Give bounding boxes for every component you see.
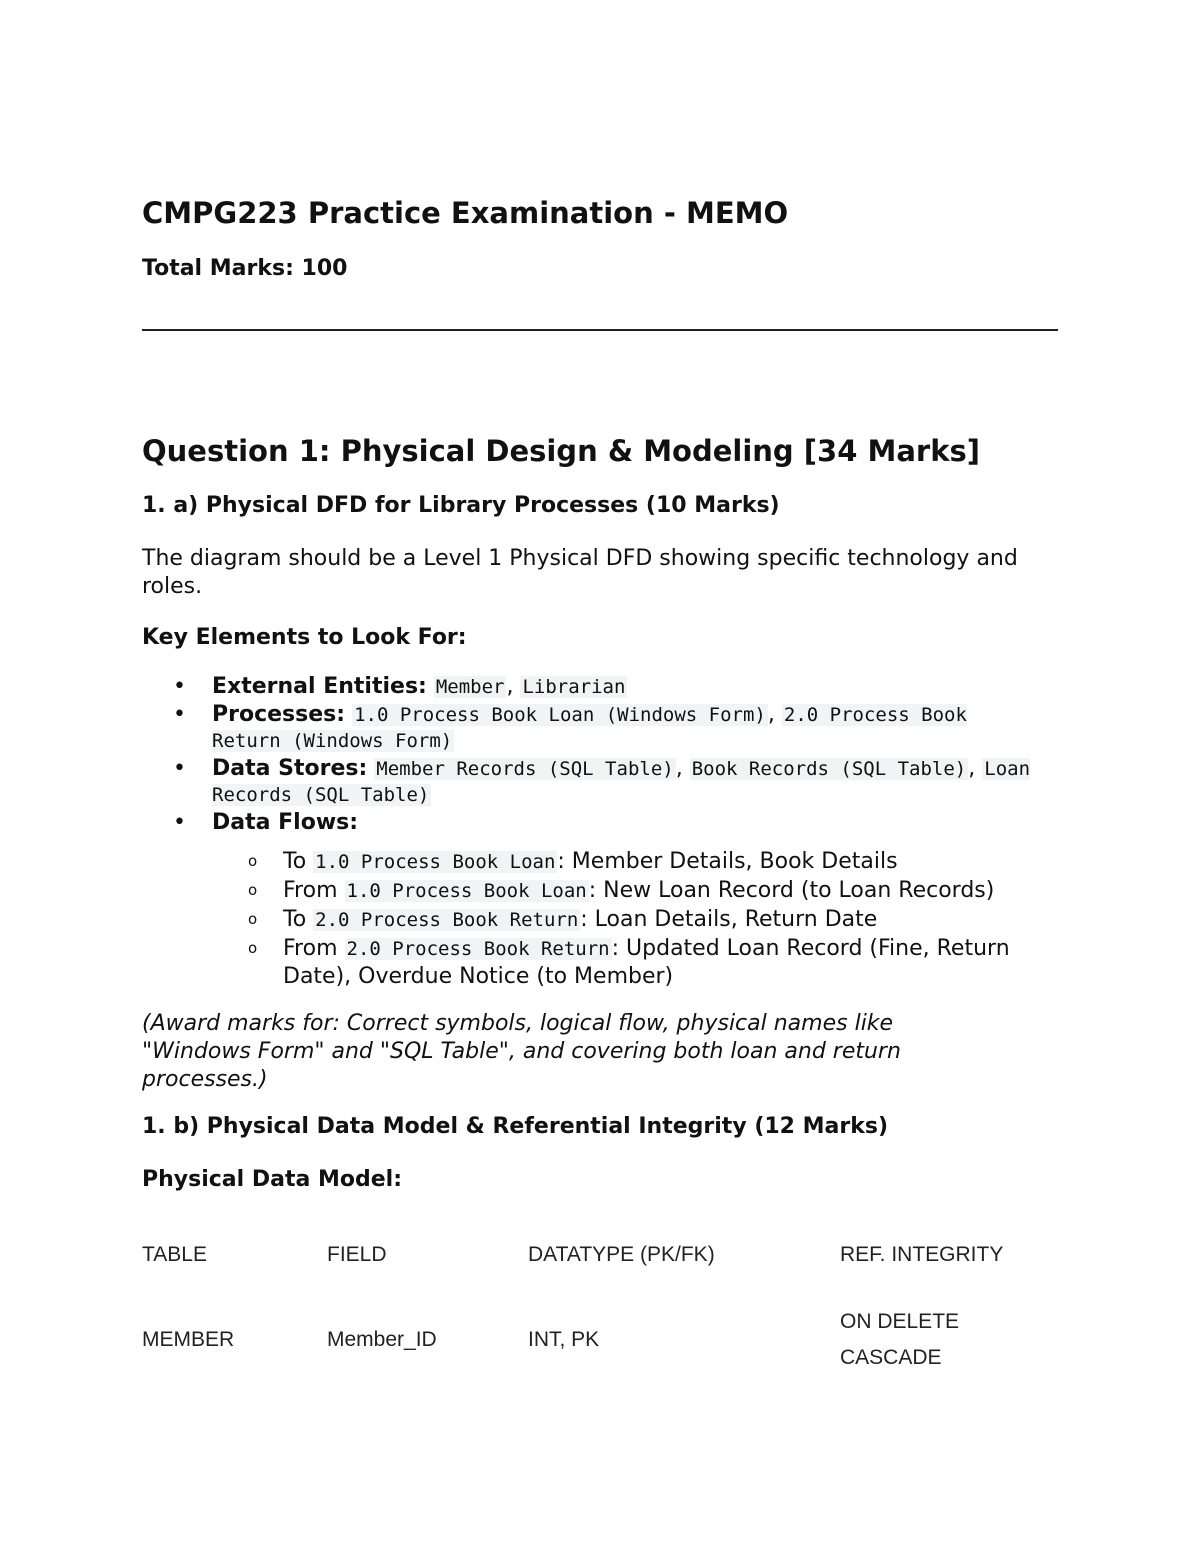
key-elements-heading: Key Elements to Look For: <box>142 625 467 650</box>
data-stores-label: Data Stores: <box>212 756 368 781</box>
processes-label: Processes: <box>212 702 346 727</box>
circle-bullet-icon: o <box>248 910 258 928</box>
circle-bullet-icon: o <box>248 881 258 899</box>
flow-process: 1.0 Process Book Loan <box>315 851 556 873</box>
flow-prefix: To <box>283 849 307 874</box>
question-1-heading: Question 1: Physical Design & Modeling [34 Marks] <box>142 434 981 468</box>
bullet-icon: • <box>173 674 186 699</box>
flow-detail: : New Loan Record (to Loan Records) <box>588 878 995 903</box>
table-cell-table: MEMBER <box>142 1328 235 1351</box>
flow-process: 2.0 Process Book Return <box>315 909 579 931</box>
process-2: 2.0 Process Book Return (Windows Form) <box>212 704 967 752</box>
external-entities-label: External Entities: <box>212 674 427 699</box>
table-header-datatype: DATATYPE (PK/FK) <box>528 1243 715 1266</box>
table-cell-datatype: INT, PK <box>528 1328 600 1351</box>
flow-prefix: To <box>283 907 307 932</box>
store-book-records: Book Records (SQL Table) <box>691 758 967 780</box>
bullet-icon: • <box>173 810 186 835</box>
flow-detail: : Updated Loan Record (Fine, Return Date), Overdue Notice (to Member) <box>283 936 1010 989</box>
data-flows-label: Data Flows: <box>212 810 359 835</box>
table-header-field: FIELD <box>327 1243 387 1266</box>
part-a-heading: 1. a) Physical DFD for Library Processes (10 Marks) <box>142 493 780 518</box>
list-item-data-flows <box>142 810 1042 836</box>
process-1: 1.0 Process Book Loan (Windows Form) <box>354 704 766 726</box>
data-flow-item <box>142 935 1062 990</box>
award-note: (Award marks for: Correct symbols, logical flow, physical names like "Windows Form" and "SQL Table", and covering both loan and return processes.) <box>142 1011 901 1092</box>
table-header-ref-integrity: REF. INTEGRITY <box>840 1243 1004 1266</box>
total-marks: Total Marks: 100 <box>142 256 348 281</box>
flow-detail: : Loan Details, Return Date <box>580 907 878 932</box>
data-flows-list <box>142 848 1062 991</box>
store-loan-records: Loan Records (SQL Table) <box>212 758 1031 806</box>
data-flow-item <box>142 877 1062 905</box>
bullet-icon: • <box>173 756 186 781</box>
circle-bullet-icon: o <box>248 939 258 957</box>
list-item-processes: • Processes: 1.0 Process Book Loan (Windows Form), 2.0 Process Book Return (Windows Form) <box>173 702 967 752</box>
flow-process: 1.0 Process Book Loan <box>346 880 587 902</box>
table-cell-field: Member_ID <box>327 1328 437 1351</box>
entity-librarian: Librarian <box>522 676 626 698</box>
bullet-icon: • <box>173 702 186 727</box>
circle-bullet-icon: o <box>248 852 258 870</box>
part-a-intro: The diagram should be a Level 1 Physical DFD showing specific technology and roles. <box>142 546 1018 599</box>
physical-data-model-heading: Physical Data Model: <box>142 1167 402 1192</box>
document-title: CMPG223 Practice Examination - MEMO <box>142 196 789 230</box>
flow-prefix: From <box>283 878 338 903</box>
table-cell-ref-integrity-line2: CASCADE <box>840 1346 942 1369</box>
table-cell-ref-integrity-line1: ON DELETE <box>840 1310 960 1333</box>
entity-member: Member <box>435 676 505 698</box>
store-member-records: Member Records (SQL Table) <box>376 758 674 780</box>
list-item-external-entities: • External Entities: Member, Librarian <box>173 674 626 699</box>
table-header-table: TABLE <box>142 1243 207 1266</box>
flow-process: 2.0 Process Book Return <box>346 938 610 960</box>
horizontal-divider <box>142 329 1058 331</box>
data-flow-item <box>142 848 1062 876</box>
flow-prefix: From <box>283 936 338 961</box>
key-elements-list <box>142 674 1042 838</box>
data-flow-item <box>142 906 1062 934</box>
flow-detail: : Member Details, Book Details <box>557 849 898 874</box>
part-b-heading: 1. b) Physical Data Model & Referential Integrity (12 Marks) <box>142 1114 889 1139</box>
list-item-data-stores: • Data Stores: Member Records (SQL Table), Book Records (SQL Table), Loan Records (SQL Table) <box>173 756 1031 806</box>
